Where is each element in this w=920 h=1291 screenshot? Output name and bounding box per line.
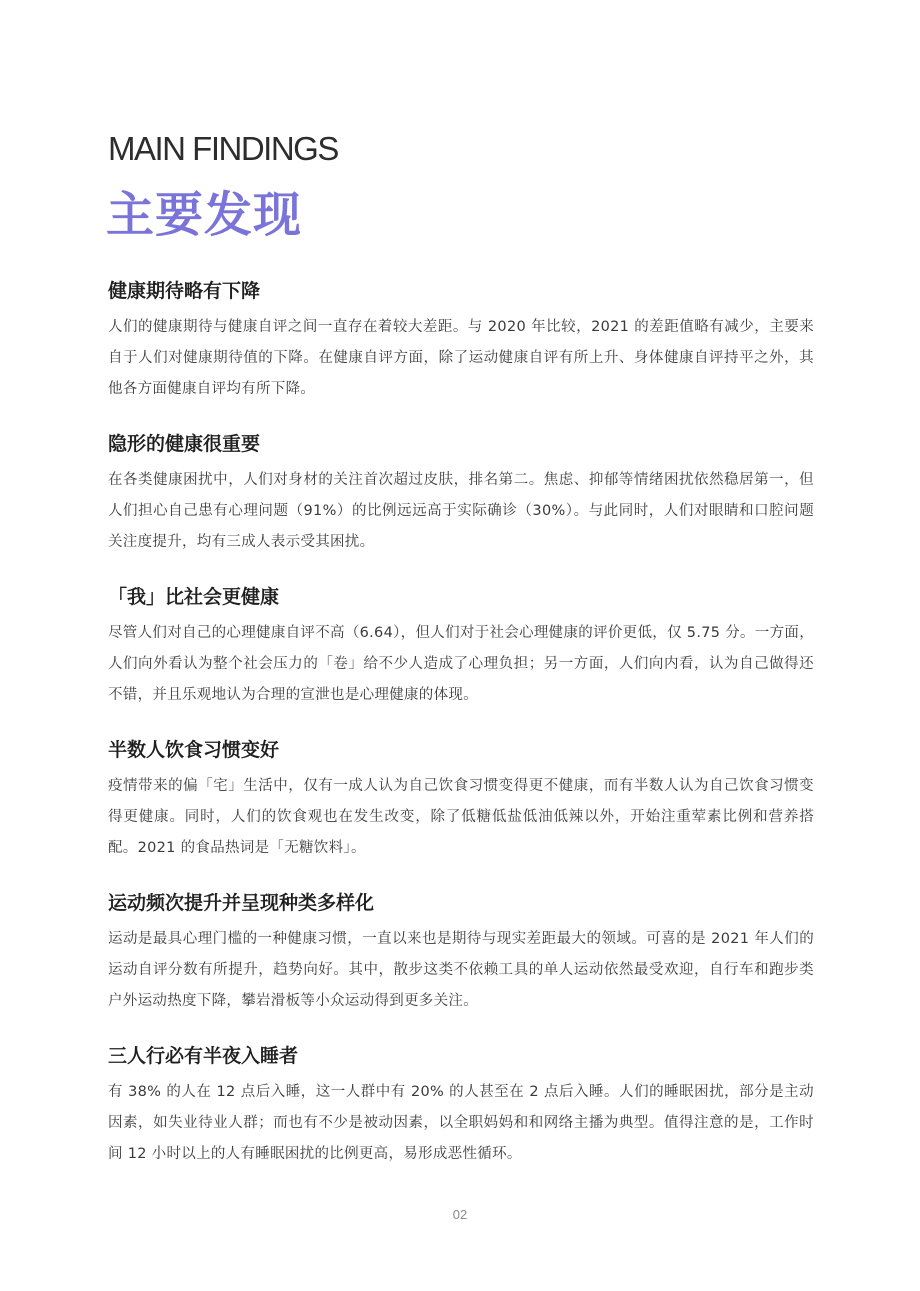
finding-section	[108, 737, 814, 864]
section-heading: 运动频次提升并呈现种类多样化	[108, 892, 375, 914]
page-title-cn: 主要发现	[106, 187, 303, 243]
section-heading: 隐形的健康很重要	[108, 433, 261, 455]
section-body: 疫情带来的偏「宅」生活中，仅有一成人认为自己饮食习惯变得更不健康，而有半数人认为自己饮食习惯变得更健康。同时，人们的饮食观也在发生改变，除了低糖低盐低油低辣以外，开始注重荤素比例和营养搭配。2021 的食品热词是「无糖饮料」。	[108, 778, 814, 856]
page-title-en: MAIN FINDINGS	[108, 130, 338, 167]
section-body: 运动是最具心理门槛的一种健康习惯，一直以来也是期待与现实差距最大的领域。可喜的是 2021 年人们的运动自评分数有所提升，趋势向好。其中，散步这类不依赖工具的单人运动依然最受欢迎，自行车和跑步类户外运动热度下降，攀岩滑板等小众运动得到更多关注。	[108, 931, 814, 1009]
section-body: 尽管人们对自己的心理健康自评不高（6.64），但人们对于社会心理健康的评价更低，仅 5.75 分。一方面，人们向外看认为整个社会压力的「卷」给不少人造成了心理负担；另一方面，人们向内看，认为自己做得还不错，并且乐观地认为合理的宣泄也是心理健康的体现。	[108, 625, 814, 703]
section-body: 有 38% 的人在 12 点后入睡，这一人群中有 20% 的人甚至在 2 点后入睡。人们的睡眠困扰，部分是主动因素，如失业待业人群；而也有不少是被动因素，以全职妈妈和和网络主播为典型。值得注意的是，工作时间 12 小时以上的人有睡眠困扰的比例更高，易形成恶性循环。	[108, 1084, 814, 1162]
section-heading: 三人行必有半夜入睡者	[108, 1045, 299, 1067]
page-number: 02	[452, 1207, 468, 1222]
finding-section	[108, 1043, 814, 1170]
section-heading: 「我」比社会更健康	[108, 586, 280, 608]
section-body: 人们的健康期待与健康自评之间一直存在着较大差距。与 2020 年比较，2021 的差距值略有减少，主要来自于人们对健康期待值的下降。在健康自评方面，除了运动健康自评有所上升、身体健康自评持平之外，其他各方面健康自评均有所下降。	[108, 319, 814, 397]
section-heading: 健康期待略有下降	[108, 280, 261, 302]
finding-section	[108, 431, 814, 558]
finding-section	[108, 278, 814, 405]
finding-section	[108, 584, 814, 711]
section-heading: 半数人饮食习惯变好	[108, 739, 280, 761]
finding-section	[108, 890, 814, 1017]
section-body: 在各类健康困扰中，人们对身材的关注首次超过皮肤，排名第二。焦虑、抑郁等情绪困扰依然稳居第一，但人们担心自己患有心理问题（91%）的比例远远高于实际确诊（30%）。与此同时，人们对眼睛和口腔问题关注度提升，均有三成人表示受其困扰。	[108, 472, 814, 550]
